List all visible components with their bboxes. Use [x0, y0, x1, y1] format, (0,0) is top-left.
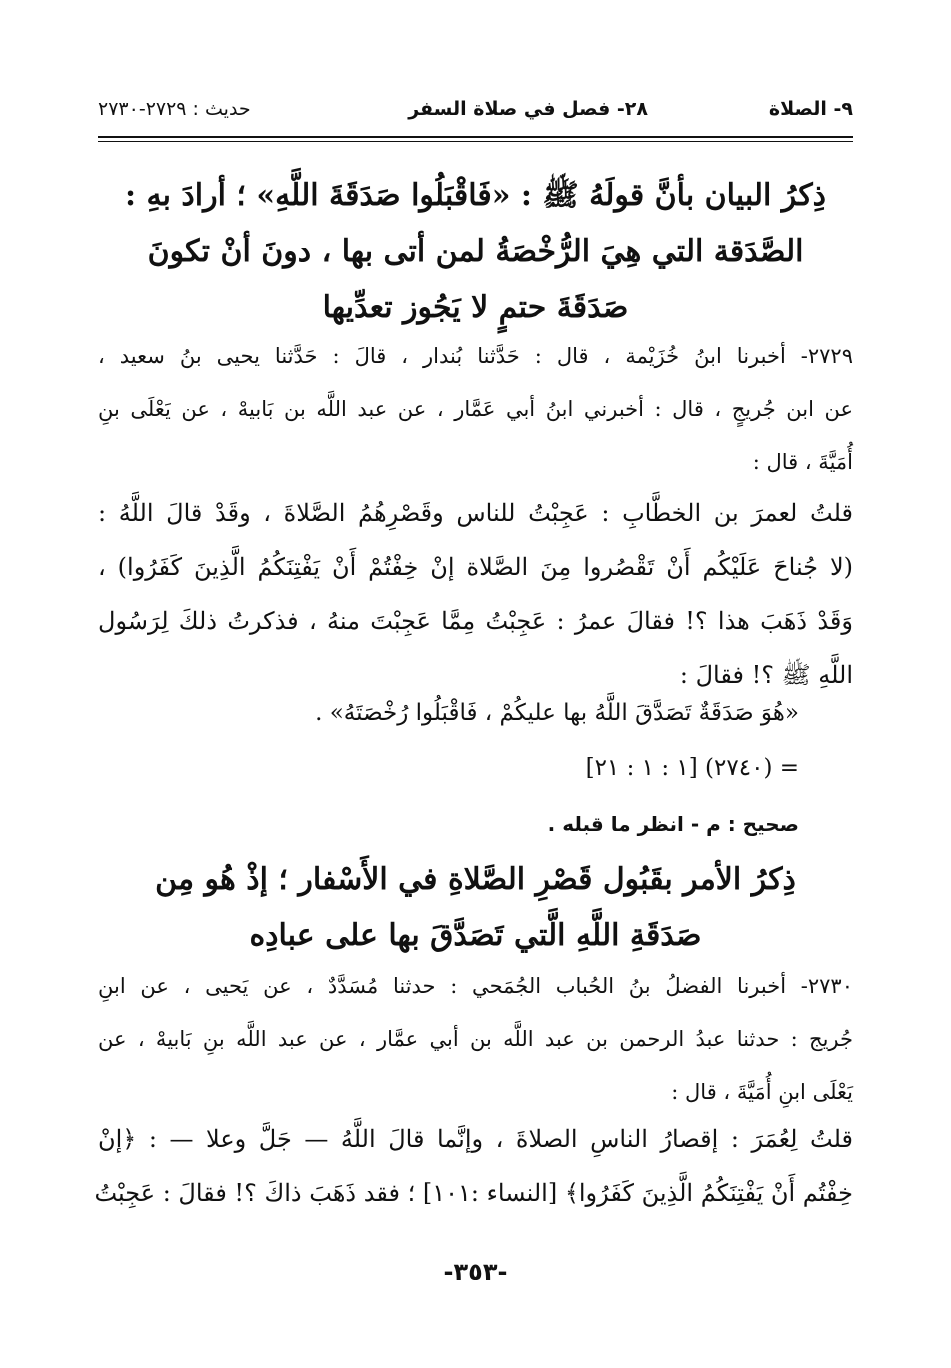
text-line: جُريج : حدثنا عبدُ الرحمن بن عبد اللَّه بن أبي عمَّار ، عن عبد اللَّه بنِ بَابيهْ ، عن [98, 1027, 853, 1051]
text-line: خِفْتُم أَنْ يَفْتِنَكُمُ الَّذِينَ كَفَرُوا﴾ [النساء :١٠١] ؛ فقد ذَهَبَ ذاكَ ؟! فقالَ : عَجِبْتُ [94, 1179, 853, 1207]
text-line: ٢٧٢٩- أخبرنا ابنُ خُزَيْمة ، قال : حَدَّثنا بُندار ، قالَ : حَدَّثنا يحيى بنُ سعيد ، [98, 344, 853, 368]
cross-reference: = (٢٧٤٠) [١ : ١ : ٢١] [585, 755, 799, 781]
page-number: -٣٥٣- [443, 1258, 508, 1286]
header-rule [98, 136, 853, 142]
header-book-title: ٩- الصلاة [768, 98, 853, 120]
text-line: يَعْلَى ابنِ أُمَيَّةَ ، قال : [671, 1080, 853, 1104]
hadith-2729-matn [98, 486, 853, 702]
heading-line: ذِكرُ البيان بأنَّ قولَهُ ﷺ : «فَاقْبَلُوا صَدَقَةَ اللَّهِ» ؛ أرادَ بهِ : [124, 178, 826, 213]
text-line: اللَّهِ ﷺ ؟! فقالَ : [679, 661, 853, 689]
hadith-2729-isnad [98, 330, 853, 489]
heading-line: ذِكرُ الأمر بقَبُول قَصْرِ الصَّلاةِ في الأَسْفار ؛ إذْ هُو مِن [155, 862, 796, 897]
hadith-grading: صحيح : م - انظر ما قبله . [547, 812, 799, 836]
header-section-title: ٢٨- فصل في صلاة السفر [408, 98, 648, 120]
text-line: قلتُ لعمرَ بن الخطَّابِ : عَجِبْتُ للناس وقَصْرِهُمُ الصَّلاةَ ، وقَدْ قالَ اللَّهُ : [98, 499, 853, 527]
chapter-heading-2 [120, 852, 831, 964]
heading-line: الصَّدَقة التي هِيَ الرُّخْصَةُ لمن أتى بها ، دونَ أنْ تكونَ [147, 234, 804, 269]
heading-line: صَدَقَةَ حتمٍ لا يَجُوز تعدِّيها [322, 290, 629, 325]
text-line: (لا جُناحَ عَلَيْكُم أَنْ تَقْصُروا مِنَ الصَّلاة إنْ خِفْتُمْ أَنْ يَفْتِنَكُمُ الَّذِينَ كَفَرُوا) ، [98, 553, 853, 581]
chapter-heading-1 [120, 168, 831, 336]
text-line: أُمَيَّةَ ، قال : [752, 450, 853, 474]
running-header [98, 92, 853, 128]
text-line: قلتُ لِعُمَرَ : إقصارُ الناسِ الصلاةَ ، وإنَّما قالَ اللَّهُ — جَلَّ وعلا — : ﴿إنْ [98, 1125, 853, 1153]
text-line: ٢٧٣٠- أخبرنا الفضلُ بنُ الحُباب الجُمَحي : حدثنا مُسَدَّدٌ ، عن يَحيى ، عن ابنِ [98, 974, 853, 998]
heading-line: صَدَقَةِ اللَّهِ الَّتي تَصَدَّقَ بها على عبادِه [249, 918, 702, 953]
prophetic-quote: «هُوَ صَدَقَةٌ تَصَدَّقَ اللَّهُ بها عليكُمْ ، فَاقْبَلُوا رُخْصَتَهُ» . [315, 700, 799, 726]
text-line: وَقَدْ ذَهَبَ هذا ؟! فقالَ عمرُ : عَجِبْتُ مِمَّا عَجِبْتَ منهُ ، فذكرتُ ذلكَ لِرَسُول [98, 607, 853, 635]
header-hadith-range: حديث : ٢٧٢٩-٢٧٣٠ [98, 98, 251, 120]
text-line: عن ابن جُريجٍ ، قال : أخبرني ابنُ أبي عَمَّار ، عن عبد اللَّه بن بَابيهْ ، عن يَعْلَى بنِ [98, 397, 853, 421]
hadith-2730-matn [94, 1112, 853, 1220]
hadith-2730-isnad [98, 960, 853, 1119]
